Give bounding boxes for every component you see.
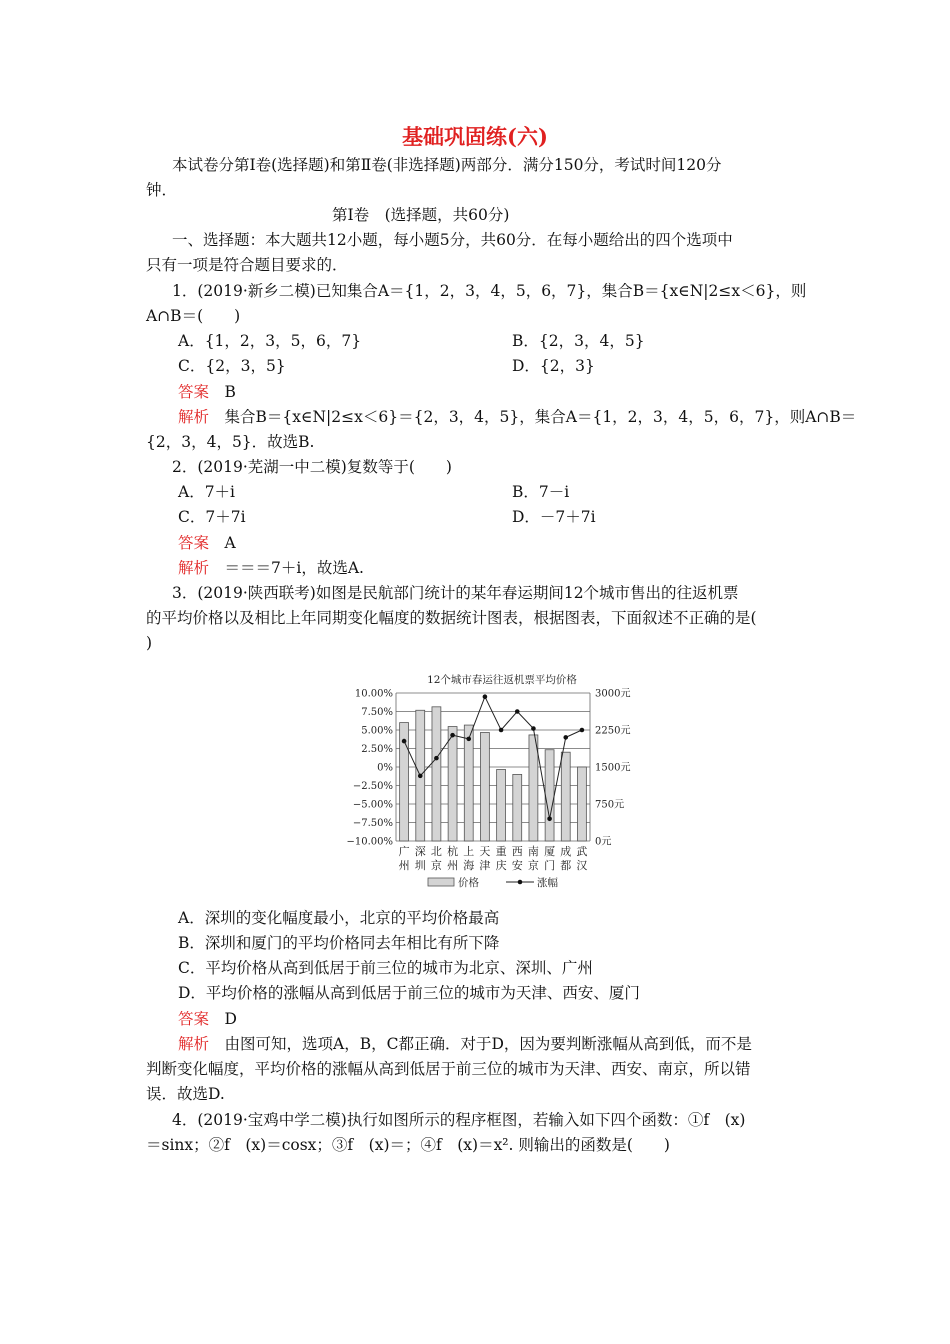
- x-tick-label: 津: [479, 859, 491, 872]
- analysis-label: 解析: [178, 559, 210, 577]
- data-point: [466, 737, 471, 742]
- q2-stem: 2．(2019·芜湖一中二模)复数等于( ): [172, 458, 452, 476]
- x-tick-label: 海: [463, 859, 475, 872]
- legend-label: 价格: [458, 877, 479, 889]
- q1-analysis-row: [178, 407, 856, 427]
- q3-analysis-row: [178, 1034, 752, 1054]
- y-tick-right: 0元: [595, 836, 612, 848]
- bar: [561, 752, 570, 841]
- x-tick-label: 天: [479, 845, 491, 858]
- y-tick-left: 7.50%: [361, 707, 393, 718]
- part1-line-1: 一、选择题：本大题共12小题，每小题5分，共60分．在每小题给出的四个选项中: [172, 231, 733, 249]
- y-tick-left: 2.50%: [361, 744, 393, 755]
- q3-option-c: C．平均价格从高到低居于前三位的城市为北京、深圳、广州: [178, 959, 593, 977]
- q2-option-a: A．7＋i: [178, 483, 236, 501]
- q2-analysis-row: [178, 558, 364, 578]
- chart-title: 12个城市春运往返机票平均价格: [427, 674, 577, 686]
- x-tick-label: 西: [511, 845, 523, 858]
- x-tick-label: 门: [544, 859, 556, 872]
- q2-analysis: ＝＝＝7＋i，故选A.: [224, 559, 364, 577]
- x-tick-label: 重: [495, 845, 507, 858]
- price-chart: [330, 665, 650, 897]
- x-tick-label: 南: [527, 845, 539, 858]
- x-tick-label: 北: [430, 845, 442, 858]
- bar: [577, 767, 586, 841]
- q3-stem-3: ): [146, 634, 153, 652]
- x-tick-label: 州: [398, 859, 410, 872]
- legend-swatch-point: [518, 880, 523, 885]
- y-tick-left: 10.00%: [354, 688, 393, 700]
- x-tick-label: 汉: [576, 859, 588, 872]
- page-title: 基础巩固练(六): [402, 124, 548, 149]
- bar: [545, 750, 554, 841]
- q3-analysis-3: 误．故选D.: [146, 1085, 225, 1103]
- data-point: [547, 817, 552, 822]
- data-point: [402, 739, 407, 744]
- q2-option-b: B．7－i: [512, 483, 570, 501]
- analysis-label: 解析: [178, 408, 210, 426]
- q3-answer-row: [178, 1009, 237, 1029]
- analysis-label: 解析: [178, 1035, 210, 1053]
- q4-stem-2: ＝sinx；②f (x)＝cosx；③f (x)＝；④f (x)＝x². 则输出的函数是( ): [146, 1136, 670, 1154]
- x-tick-label: 厦: [544, 845, 556, 858]
- bar: [448, 727, 457, 841]
- bar: [480, 732, 489, 841]
- q1-answer: B: [224, 383, 236, 401]
- q3-answer: D: [224, 1010, 237, 1028]
- q1-option-a: A．{1，2，3，5，6，7}: [178, 332, 362, 350]
- y-tick-left: −10.00%: [346, 836, 393, 848]
- part1-line-2: 只有一项是符合题目要求的．: [146, 256, 348, 274]
- q2-answer: A: [224, 534, 236, 552]
- x-tick-label: 成: [560, 845, 572, 858]
- y-tick-right: 750元: [595, 799, 625, 811]
- data-point: [450, 733, 455, 738]
- bar: [529, 735, 538, 841]
- x-tick-label: 州: [447, 859, 459, 872]
- y-tick-left: 5.00%: [361, 725, 393, 737]
- q3-option-d: D．平均价格的涨幅从高到低居于前三位的城市为天津、西安、厦门: [178, 984, 640, 1002]
- x-tick-label: 京: [527, 859, 539, 872]
- q1-option-c: C．{2，3，5}: [178, 357, 286, 375]
- intro-line-2: 钟．: [146, 181, 178, 199]
- x-tick-label: 安: [511, 859, 523, 872]
- data-point: [483, 694, 488, 699]
- q1-answer-row: [178, 382, 236, 402]
- q1-analysis-2: {2，3，4，5}．故选B.: [146, 433, 315, 451]
- y-tick-right: 2250元: [595, 725, 631, 737]
- y-tick-left: −5.00%: [352, 799, 393, 811]
- data-point: [515, 709, 520, 714]
- x-tick-label: 上: [463, 845, 475, 858]
- x-tick-label: 庆: [495, 859, 507, 872]
- q1-stem-1: 1．(2019·新乡二模)已知集合A＝{1，2，3，4，5，6，7}，集合B＝{x∈N|2≤x＜6}，则: [172, 282, 807, 300]
- q3-stem-1: 3．(2019·陕西联考)如图是民航部门统计的某年春运期间12个城市售出的往返机票: [172, 584, 739, 602]
- data-point: [499, 728, 504, 733]
- q3-option-b: B．深圳和厦门的平均价格同去年相比有所下降: [178, 934, 500, 952]
- bar: [464, 725, 473, 841]
- bar: [513, 774, 522, 841]
- y-tick-left: 0%: [377, 762, 393, 774]
- data-point: [531, 726, 536, 731]
- q1-option-d: D．{2，3}: [512, 357, 595, 375]
- x-tick-label: 深: [414, 845, 426, 858]
- q2-answer-row: [178, 533, 236, 553]
- y-tick-left: −7.50%: [352, 818, 393, 829]
- q3-option-a: A．深圳的变化幅度最小，北京的平均价格最高: [178, 909, 500, 927]
- x-tick-label: 京: [430, 859, 442, 872]
- section-heading: 第Ⅰ卷 (选择题，共60分): [332, 206, 510, 224]
- intro-line-1: 本试卷分第Ⅰ卷(选择题)和第Ⅱ卷(非选择题)两部分．满分150分，考试时间120分: [172, 156, 722, 174]
- data-point: [563, 735, 568, 740]
- data-point: [418, 774, 423, 779]
- bar: [497, 769, 506, 841]
- data-point: [580, 728, 585, 733]
- series-line: [404, 697, 582, 819]
- y-tick-right: 1500元: [595, 762, 631, 774]
- answer-label: 答案: [178, 383, 210, 401]
- q3-analysis-1: 由图可知，选项A，B，C都正确．对于D，因为要判断涨幅从高到低，而不是: [224, 1035, 752, 1053]
- x-tick-label: 都: [560, 859, 572, 872]
- q3-stem-2: 的平均价格以及相比上年同期变化幅度的数据统计图表，根据图表，下面叙述不正确的是(: [146, 609, 757, 627]
- x-tick-label: 广: [398, 845, 410, 858]
- x-tick-label: 杭: [447, 845, 459, 858]
- bar: [432, 707, 441, 841]
- legend-label: 涨幅: [537, 877, 558, 889]
- y-tick-left: −2.50%: [352, 781, 393, 792]
- data-point: [434, 756, 439, 761]
- q1-analysis-1: 集合B＝{x∈N|2≤x＜6}＝{2，3，4，5}，集合A＝{1，2，3，4，5，6，7}，则A∩B＝: [224, 408, 857, 426]
- q2-option-c: C．7＋7i: [178, 508, 246, 526]
- x-tick-label: 武: [576, 845, 588, 858]
- q2-option-d: D．－7＋7i: [512, 508, 596, 526]
- q4-stem-1: 4．(2019·宝鸡中学二模)执行如图所示的程序框图，若输入如下四个函数：①f (x): [172, 1111, 746, 1129]
- q1-option-b: B．{2，3，4，5}: [512, 332, 645, 350]
- answer-label: 答案: [178, 1010, 210, 1028]
- answer-label: 答案: [178, 534, 210, 552]
- x-tick-label: 圳: [414, 859, 426, 872]
- q1-stem-2: A∩B＝( ): [146, 307, 241, 325]
- y-tick-right: 3000元: [595, 688, 631, 700]
- q3-analysis-2: 判断变化幅度，平均价格的涨幅从高到低居于前三位的城市为天津、西安、南京，所以错: [146, 1060, 751, 1078]
- legend-swatch-bar: [428, 878, 454, 886]
